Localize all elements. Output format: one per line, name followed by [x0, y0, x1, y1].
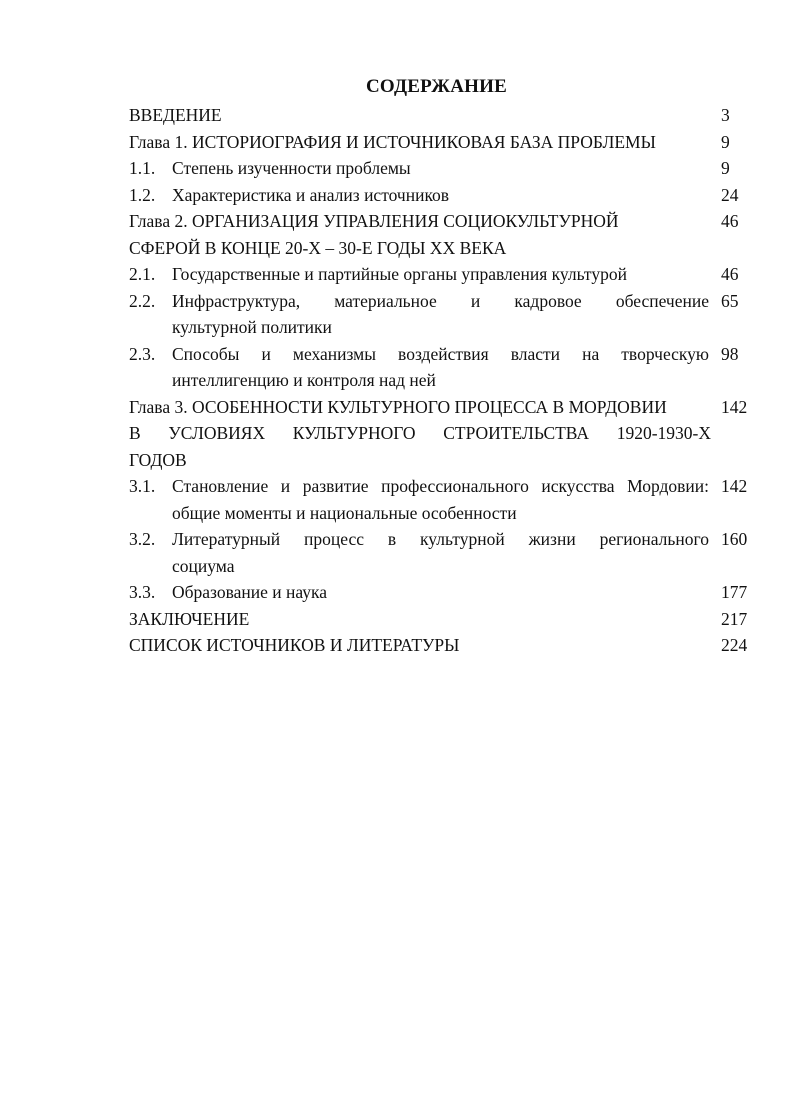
toc-section-number: 2.3. [129, 343, 156, 364]
table-of-contents [129, 102, 752, 659]
toc-entry-conclusion[interactable] [129, 606, 752, 633]
toc-entry-page: 177 [721, 582, 748, 602]
toc-entry-chapter-2[interactable] [129, 208, 752, 261]
toc-entry-section-2-2[interactable] [129, 288, 752, 341]
toc-entry-page: 24 [721, 184, 739, 205]
toc-entry-page: 142 [721, 396, 748, 417]
toc-section-number: 2.1. [129, 264, 156, 284]
toc-section-number: 2.2. [129, 290, 156, 311]
toc-entry-chapter-1[interactable] [129, 129, 752, 156]
toc-entry-text-line-1: Литературный процесс в культурной жизни регионального [172, 529, 709, 549]
toc-entry-text-line-1: Глава 3. ОСОБЕННОСТИ КУЛЬТУРНОГО ПРОЦЕССА В МОРДОВИИ [129, 396, 667, 417]
toc-entry-text-line-3: ГОДОВ [129, 449, 187, 470]
toc-entry-page: 9 [721, 158, 730, 178]
toc-entry-page: 46 [721, 264, 739, 284]
toc-entry-page: 98 [721, 343, 739, 364]
toc-entry-text: ВВЕДЕНИЕ [129, 105, 222, 125]
toc-entry-text-line-2: культурной политики [172, 317, 332, 337]
toc-entry-page: 9 [721, 131, 730, 152]
toc-entry-section-1-1[interactable] [129, 155, 752, 182]
toc-entry-text-line-2: интеллигенцию и контроля над ней [172, 370, 436, 390]
toc-entry-page: 217 [721, 608, 748, 629]
toc-section-number: 3.2. [129, 529, 156, 549]
toc-section-number: 3.1. [129, 476, 156, 496]
toc-entry-page: 142 [721, 476, 748, 496]
toc-entry-section-3-2[interactable] [129, 526, 752, 579]
toc-entry-text: Характеристика и анализ источников [172, 184, 450, 205]
toc-entry-text: Образование и наука [172, 582, 328, 602]
toc-entry-text-line-1: Способы и механизмы воздействия власти на творческую [172, 343, 709, 364]
toc-entry-page: 65 [721, 290, 739, 311]
toc-entry-text: Государственные и партийные органы управления культурой [172, 264, 627, 284]
toc-entry-section-3-3[interactable] [129, 579, 752, 606]
toc-section-number: 1.1. [129, 158, 156, 178]
toc-entry-section-2-1[interactable] [129, 261, 752, 288]
toc-entry-page: 160 [721, 529, 748, 549]
toc-section-number: 3.3. [129, 582, 156, 602]
toc-entry-text: ЗАКЛЮЧЕНИЕ [129, 608, 250, 629]
toc-entry-text-line-2: СФЕРОЙ В КОНЦЕ 20-Х – 30-Е ГОДЫ XX ВЕКА [129, 237, 507, 258]
toc-entry-bibliography[interactable] [129, 632, 752, 659]
toc-entry-chapter-3[interactable] [129, 394, 752, 474]
toc-entry-text-line-2: В УСЛОВИЯХ КУЛЬТУРНОГО СТРОИТЕЛЬСТВА 1920-1930-Х [129, 423, 711, 443]
toc-entry-text-line-1: Глава 2. ОРГАНИЗАЦИЯ УПРАВЛЕНИЯ СОЦИОКУЛЬТУРНОЙ [129, 211, 619, 231]
toc-entry-text: Глава 1. ИСТОРИОГРАФИЯ И ИСТОЧНИКОВАЯ БАЗА ПРОБЛЕМЫ [129, 131, 656, 152]
toc-entry-introduction[interactable] [129, 102, 752, 129]
toc-entry-text: СПИСОК ИСТОЧНИКОВ И ЛИТЕРАТУРЫ [129, 635, 460, 655]
toc-entry-page: 3 [721, 105, 730, 125]
toc-entry-text-line-1: Инфраструктура, материальное и кадровое обеспечение [172, 290, 709, 311]
toc-title: СОДЕРЖАНИЕ [366, 76, 507, 97]
toc-entry-section-3-1[interactable] [129, 473, 752, 526]
toc-entry-text-line-1: Становление и развитие профессионального искусства Мордовии: [172, 476, 709, 496]
toc-entry-page: 224 [721, 635, 748, 655]
toc-entry-text-line-2: социума [172, 555, 235, 576]
toc-section-number: 1.2. [129, 184, 156, 205]
toc-entry-section-2-3[interactable] [129, 341, 752, 394]
toc-entry-text: Степень изученности проблемы [172, 158, 411, 178]
toc-entry-section-1-2[interactable] [129, 182, 752, 209]
toc-entry-page: 46 [721, 211, 739, 231]
toc-entry-text-line-2: общие моменты и национальные особенности [172, 502, 517, 523]
